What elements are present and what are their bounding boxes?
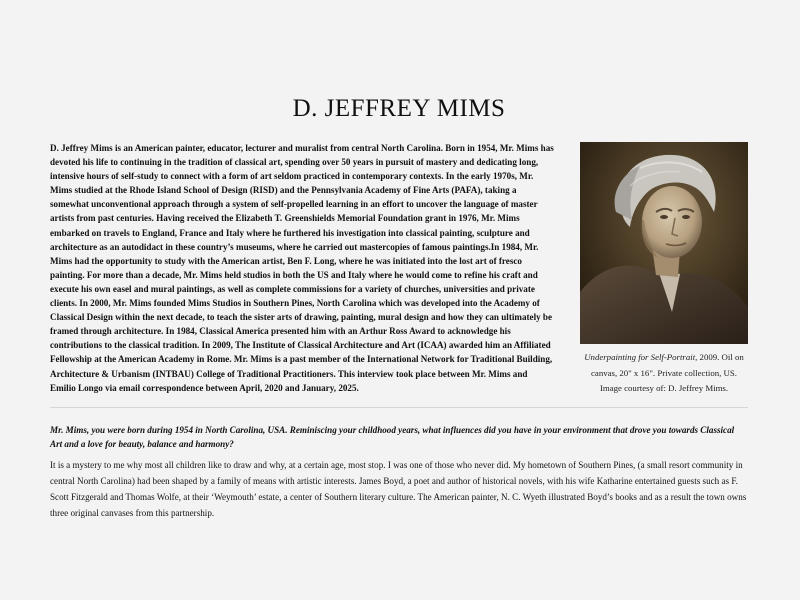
biography-paragraph: D. Jeffrey Mims is an American painter, educator, lecturer and muralist from central North Carolina. Born in 1954, Mr. Mims has devoted his life to continuing in the tradition of classical art, spending over 50 years in pursuit of mastery and dedicating long, intensive hours of self-study to connect with a form of art seldom practiced in contemporary contexts. In the early 1970s, Mr. Mims studied at the Rhode Island School of Design (RISD) and the Pennsylvania Academy of Fine Arts (PAFA), taking a somewhat unconventional approach through a system of self-propelled learning in an effort to uncover the language of master artists from past centuries. Having received the Elizabeth T. Greenshields Memorial Foundation grant in 1976, Mr. Mims embarked on travels to England, France and Italy where he furthered his investigation into classical painting, sculpture and architecture as an autodidact in these country’s museums, where he carried out mastercopies of famous paintings.In 1984, Mr. Mims had the opportunity to study with the American artist, Ben F. Long, where he was initiated into the lost art of fresco painting. For more than a decade, Mr. Mims held studios in both the US and Italy where he would come to refine his craft and execute his own easel and mural paintings, as well as complete commissions for a variety of churches, universities and private clients. In 2000, Mr. Mims founded Mims Studios in Southern Pines, North Carolina which was developed into the Academy of Classical Design within the next decade, to teach the sister arts of drawing, painting, mural design and how they can ultimately be framed through architecture. In 1984, Classical America presented him with an Arthur Ross Award to acknowledge his contributions to the classical tradition. In 2009, The Institute of Classical Architecture and Art (ICAA) awarded him an Affiliated Fellowship at the American Academy in Rome. Mr. Mims is a past member of the International Network for Traditional Building, Architecture & Urbanism (INTBAU) College of Traditional Practitioners. This interview took place between Mr. Mims and Emilio Longo via email correspondence between April, 2020 and January, 2025. bbox=[50, 143, 554, 393]
answer-container bbox=[50, 457, 748, 518]
portrait-figure bbox=[580, 142, 748, 397]
artwork-title: Underpainting for Self-Portrait bbox=[584, 352, 696, 362]
section-divider bbox=[50, 407, 748, 408]
figure-caption bbox=[580, 350, 748, 397]
self-portrait-image bbox=[580, 142, 748, 344]
caption-details: , 2009. Oil on canvas, 20" x 16". Private collection, US. Image courtesy of: D. Jeffrey Mims. bbox=[591, 352, 744, 393]
interview-answer: It is a mystery to me why most all children like to draw and why, at a certain age, most stop. I was one of those who never did. My hometown of Southern Pines, (a small resort community in central North Carolina) had been shaped by a family of means with artistic interests. James Boyd, a poet and author of historical novels, with his wife Katharine entertained guests such as F. Scott Fitzgerald and Thomas Wolfe, at their ‘Weymouth’ estate, a center of Southern literary culture. The American painter, N. C. Wyeth illustrated Boyd’s books and as a result the town owns three original canvases from this partnership. bbox=[50, 460, 747, 518]
article bbox=[50, 0, 748, 600]
page-title: D. JEFFREY MIMS bbox=[292, 95, 506, 122]
interview-question: Mr. Mims, you were born during 1954 in North Carolina, USA. Reminiscing your childhood years, what influences did you have in your environment that drove you towards Classical Art and a love for beauty, balance and harmony? bbox=[50, 425, 735, 449]
